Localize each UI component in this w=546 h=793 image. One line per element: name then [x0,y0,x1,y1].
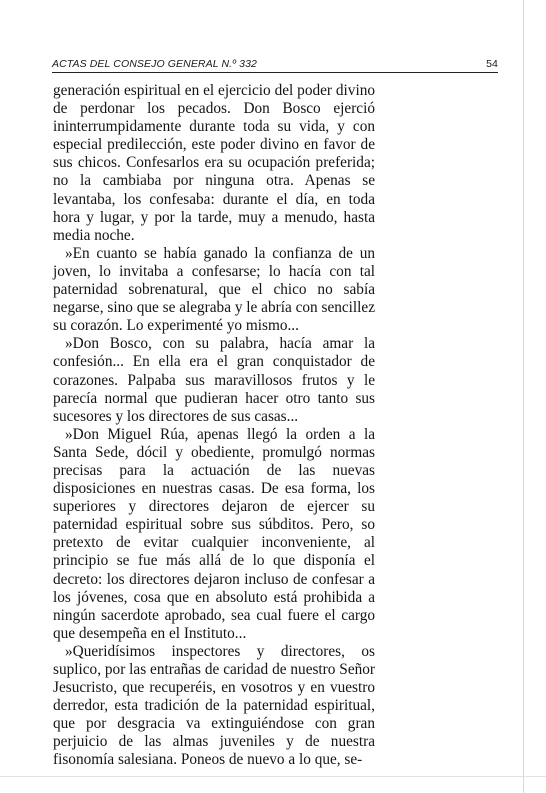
header-title: ACTAS DEL CONSEJO GENERAL N.º 332 [52,58,257,70]
running-header [52,58,498,70]
paragraph: generación espiritual en el ejercicio del poder divino de perdonar los pecados. Don Bosco ejerció ininterrumpidamente durante toda su vida, y con especial predilección, este poder divino en favor de sus chicos. Confesarlos era su ocupación preferida; no la cambiaba por ninguna otra. Apenas se levantaba, los confesaba: durante el día, en toda hora y lugar, y por la tarde, muy a menudo, hasta media noche. [53,82,375,244]
scan-edge [523,0,524,793]
paragraph: »Don Bosco, con su palabra, hacía amar la confesión... En ella era el gran conquistador de corazones. Palpaba sus maravillosos frutos y le parecía normal que pudieran hacer otro tanto sus sucesores y los directores de sus casas... [53,335,375,425]
body-text [53,82,375,770]
paragraph: »En cuanto se había ganado la confianza de un joven, lo invitaba a confesarse; lo hacía con tal paternidad sobrenatural, que el chico no sabía negarse, sino que se alegraba y le abría con sencillez su corazón. Lo experimenté yo mismo... [53,244,375,335]
header-rule [52,72,498,73]
paragraph: »Queridísimos inspectores y directores, os suplico, por las entrañas de caridad de nuestro Señor Jesucristo, que recuperéis, en vosotros y en vuestro derredor, esta tradición de la paternidad espiritual, que por desgracia va extinguiéndose con gran perjuicio de las almas juveniles y de nuestra fisonomía salesiana. Poneos de nuevo a lo que, se- [53,642,375,769]
paragraph: »Don Miguel Rúa, apenas llegó la orden a la Santa Sede, dócil y obediente, promulgó normas precisas para la actuación de las nuevas disposiciones en nuestras casas. De esa forma, los superiores y directores dejaron de ejercer su paternidad espiritual sobre sus súbditos. Pero, so pretexto de evitar cualquier inconveniente, al principio se fue más allá de lo que disponía el decreto: los directores dejaron incluso de confesar a los jóvenes, cosa que en absoluto está prohibida a ningún sacerdote aprobado, sea cual fuere el cargo que desempeña en el Instituto... [53,425,375,642]
page-number: 54 [486,58,498,70]
scan-bottom-edge [0,776,546,777]
